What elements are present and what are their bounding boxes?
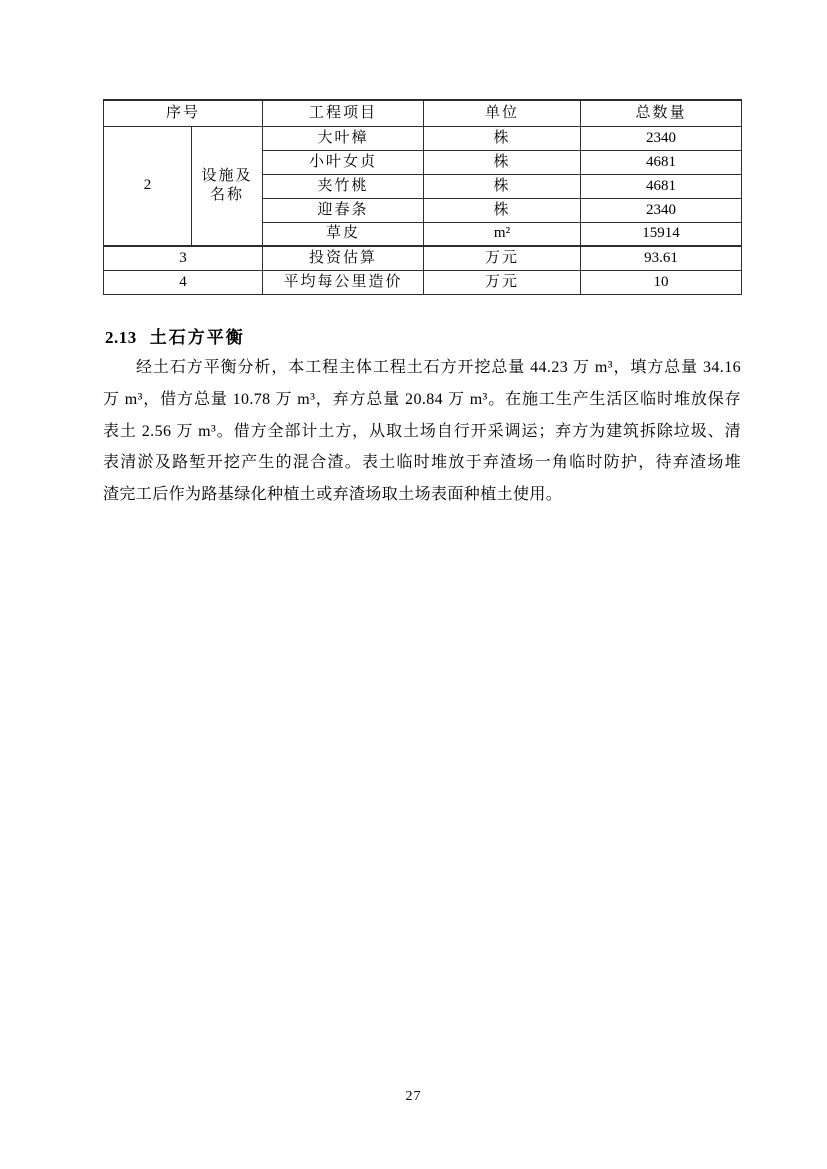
header-cell-item: 工程项目	[263, 100, 424, 126]
index-cell: 3	[104, 246, 263, 270]
qty-cell: 10	[581, 270, 742, 294]
item-cell: 迎春条	[263, 198, 424, 222]
qty-cell: 93.61	[581, 246, 742, 270]
qty-cell: 4681	[581, 150, 742, 174]
paragraph-line: 经土石方平衡分析，本工程主体工程土石方开挖总量 44.23 万 m³，填方总量 34.16	[136, 359, 741, 376]
unit-cell: 株	[424, 126, 581, 150]
qty-cell: 2340	[581, 126, 742, 150]
group-index-cell: 2	[104, 126, 192, 246]
header-cell-qty: 总数量	[581, 100, 742, 126]
item-cell: 投资估算	[263, 246, 424, 270]
section-title: 土石方平衡	[149, 328, 245, 347]
qty-cell: 2340	[581, 198, 742, 222]
unit-cell: 万元	[424, 246, 581, 270]
paragraph-line: 表土 2.56 万 m³。借方全部计土方，从取土场自行开采调运；弃方为建筑拆除垃圾、清	[103, 422, 741, 440]
index-cell: 4	[104, 270, 263, 294]
item-cell: 夹竹桃	[263, 174, 424, 198]
unit-cell: 株	[424, 198, 581, 222]
table-row	[104, 270, 742, 294]
qty-cell: 4681	[581, 174, 742, 198]
body-paragraph	[103, 352, 741, 511]
header-cell-index: 序号	[104, 100, 263, 126]
unit-cell: m²	[424, 222, 581, 246]
item-cell: 小叶女贞	[263, 150, 424, 174]
item-cell: 大叶樟	[263, 126, 424, 150]
unit-cell: 株	[424, 150, 581, 174]
paragraph-line: 表清淤及路堑开挖产生的混合渣。表土临时堆放于弃渣场一角临时防护，待弃渣场堆	[103, 454, 741, 472]
page-number: 27	[405, 1089, 422, 1104]
item-cell: 平均每公里造价	[263, 270, 424, 294]
engineering-summary-table	[103, 99, 742, 295]
item-cell: 草皮	[263, 222, 424, 246]
unit-cell: 株	[424, 174, 581, 198]
unit-cell: 万元	[424, 270, 581, 294]
section-number: 2.13	[105, 328, 137, 347]
table-row	[104, 126, 742, 150]
paragraph-line: 万 m³，借方总量 10.78 万 m³，弃方总量 20.84 万 m³。在施工生产生活区临时堆放保存	[103, 390, 741, 408]
table-row	[104, 246, 742, 270]
group-label-cell: 设施及名称	[192, 126, 263, 246]
qty-cell: 15914	[581, 222, 742, 246]
table-header-row	[104, 100, 742, 126]
section-heading	[105, 327, 245, 349]
paragraph-line: 渣完工后作为路基绿化种植土或弃渣场取土场表面种植土使用。	[103, 486, 563, 504]
header-cell-unit: 单位	[424, 100, 581, 126]
